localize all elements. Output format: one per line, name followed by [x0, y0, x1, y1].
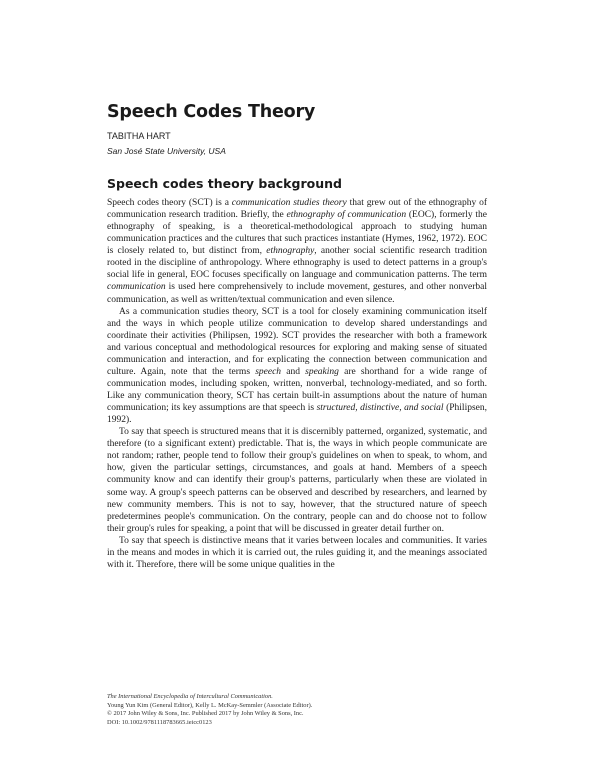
author-affiliation: San José State University, USA [107, 146, 226, 156]
body-paragraph [107, 306, 487, 427]
footer-editors: Young Yun Kim (General Editor), Kelly L. McKay-Semmler (Associate Editor). [107, 701, 313, 709]
text-run: As a communication studies theory, SCT is a tool for closely examining communication itself and the ways in which people utilize communication to develop shared understandings and coordinate their activities (Philipsen, 1992). SCT provides the researcher with both a framework and various conceptual and methodological resources for exploring and making sense of situated communication and interaction, and for explicating the connection between communication and culture. Again, note that the terms [107, 306, 487, 377]
article-title: Speech Codes Theory [107, 102, 316, 122]
text-run: are shorthand for a wide range of communication modes, including spoken, written, nonverbal, technology-mediated, and so forth. Like any communication theory, SCT has certain built-in assumptions about the nature of human communication; its key assumptions are that speech is [107, 366, 487, 414]
italic-term: ethnography [266, 246, 315, 257]
text-run: Speech codes theory (SCT) is a [107, 198, 232, 208]
body-text [107, 197, 487, 571]
text-run: and [281, 366, 306, 377]
footer-doi: DOI: 10.1002/9781118783665.ieicc0123 [107, 718, 212, 726]
text-run: is used here comprehensively to include movement, gestures, and other nonverbal communication, as well as written/textual communication and even silence. [107, 282, 487, 305]
text-run: , another social scientific research tradition rooted in the discipline of anthropology. Where ethnography is used to detect patterns in a group's social life in general, EOC focuses specifically on language and communication patterns. The term [107, 246, 487, 281]
italic-term: communication [107, 282, 166, 293]
section-heading: Speech codes theory background [107, 176, 342, 191]
italic-term: communication studies theory [231, 198, 347, 208]
text-run: (Philipsen, 1992). [107, 403, 488, 426]
text-run: To say that speech is structured means that it is discernibly patterned, organized, systematic, and therefore (to a significant extent) predictable. That is, the ways in which people communicate are not random; rather, people tend to follow their group's guidelines on when to speak, to whom, and how, given the particular settings, circumstances, and goals at hand. Members of a speech community know and can identify their group's patterns, particularly when these are violated in some way. A group's speech patterns can be observed and described by researchers, and learned by new community members. This is not to say, however, that the structured nature of speech predetermines people's communication. On the contrary, people can and do choose not to follow their group's rules for speaking, a point that will be discussed in greater detail further on. [107, 427, 487, 534]
text-run: To say that speech is distinctive means that it varies between locales and communities. It varies in the means and modes in which it is carried out, the rules guiding it, and the meanings associated with it. Therefore, there will be some unique qualities in the [107, 535, 487, 570]
body-paragraph [107, 197, 487, 306]
footer-citation [107, 693, 507, 727]
author-name: TABITHA HART [107, 131, 171, 141]
italic-term: speech [255, 366, 282, 377]
text-run: that grew out of the ethnography of communication research tradition. Briefly, the [107, 198, 488, 221]
footer-copyright: © 2017 John Wiley & Sons, Inc. Published 2017 by John Wiley & Sons, Inc. [107, 710, 304, 718]
italic-term: speaking [305, 366, 339, 377]
italic-term: structured, distinctive, and social [316, 403, 444, 414]
body-paragraph [107, 535, 487, 571]
text-run: (EOC), formerly the ethnography of speaking, is a theoretical-methodological approach to studying human communication practices and the cultures that such practices instantiate (Hymes, 1962, 1972). EOC is closely related to, but distinct from, [107, 210, 488, 257]
body-paragraph [107, 426, 487, 535]
italic-term: ethnography of communication [286, 210, 407, 221]
footer-encyclopedia: The International Encyclopedia of Intercultural Communication. [107, 693, 273, 700]
